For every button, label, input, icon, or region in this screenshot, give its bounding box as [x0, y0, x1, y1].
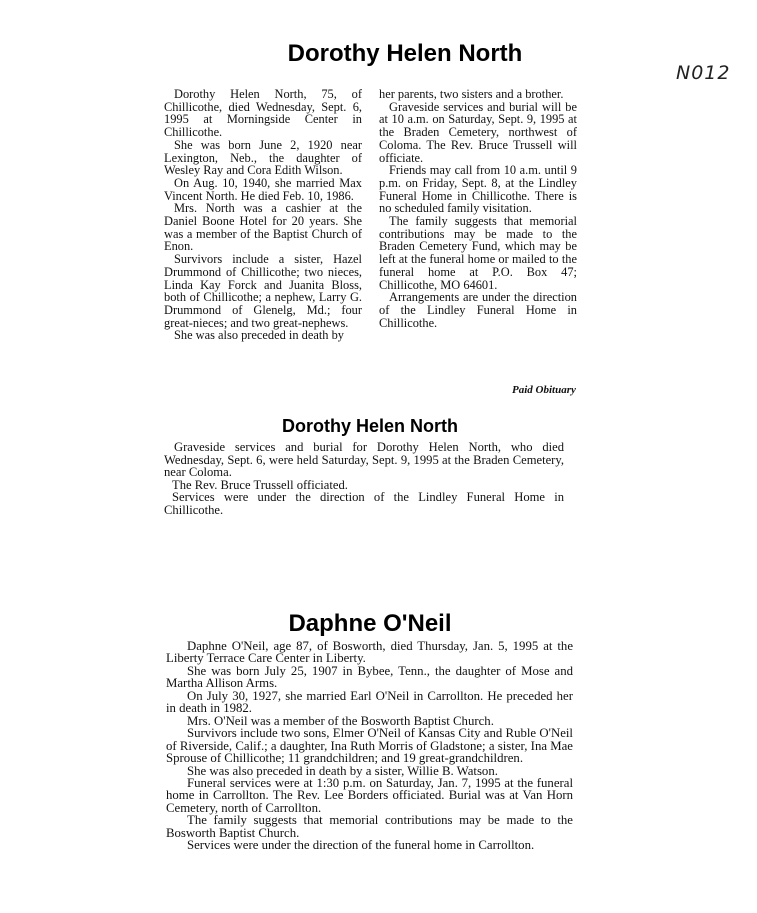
- obituary-3-body: [166, 640, 573, 852]
- paragraph: Arrangements are under the direction of the Lindley Funeral Home in Chillicothe.: [379, 290, 577, 330]
- obituary-1-column-2: [379, 88, 577, 329]
- paragraph: Mrs. O'Neil was a member of the Bosworth Baptist Church.: [187, 713, 494, 728]
- paragraph: Services were under the direction of the funeral home in Carrollton.: [187, 838, 535, 853]
- paragraph: She was born June 2, 1920 near Lexington, Neb., the daughter of Wesley Ray and Cora Edith Wilson.: [164, 137, 362, 178]
- paragraph: The family suggests that memorial contributions may be made to the Bosworth Baptist Church.: [166, 813, 573, 840]
- paragraph: Survivors include two sons, Elmer O'Neil of Kansas City and Ruble O'Neil of Riverside, Calif.; a daughter, Ina Ruth Morris of Gladstone; a sister, Ina Mae Sprouse of Chillicothe; 11 grandchildren; and 19 great-grandchildren.: [166, 726, 573, 766]
- paragraph: Services were under the direction of the Lindley Funeral Home in Chillicothe.: [164, 490, 564, 517]
- obituary-3-title: Daphne O'Neil: [288, 610, 452, 637]
- paragraph: She was also preceded in death by a sister, Willie B. Watson.: [187, 763, 498, 778]
- obituary-1-column-1: [164, 88, 362, 342]
- paid-obituary-label: Paid Obituary: [512, 384, 576, 396]
- paragraph: Funeral services were at 1:30 p.m. on Saturday, Jan. 7, 1995 at the funeral home in Carrollton. The Rev. Lee Borders officiated. Burial was at Van Horn Cemetery, north of Carrollton.: [166, 775, 573, 815]
- paragraph: Daphne O'Neil, age 87, of Bosworth, died Thursday, Jan. 5, 1995 at the Liberty Terrace Care Center in Liberty.: [166, 639, 573, 666]
- paragraph: The Rev. Bruce Trussell officiated.: [172, 477, 348, 492]
- file-mark: N012: [676, 62, 731, 84]
- paragraph: Graveside services and burial will be at 10 a.m. on Saturday, Sept. 9, 1995 at the Braden Cemetery, northwest of Coloma. The Rev. Bruce Trussell will officiate.: [379, 99, 577, 165]
- paragraph: Dorothy Helen North, 75, of Chillicothe, died Wednesday, Sept. 6, 1995 at Morningside Center in Chillicothe.: [164, 87, 362, 140]
- paragraph: Friends may call from 10 a.m. until 9 p.m. on Friday, Sept. 8, at the Lindley Funeral Home in Chillicothe. There is no scheduled family visitation.: [379, 163, 577, 216]
- paragraph: The family suggests that memorial contributions may be made to the Braden Cemetery Fund, which may be left at the funeral home or mailed to the funeral home at P.O. Box 47; Chillicothe, MO 64601.: [379, 214, 577, 292]
- obituary-1-title: Dorothy Helen North: [287, 40, 523, 67]
- paragraph: Graveside services and burial for Dorothy Helen North, who died Wednesday, Sept. 6, were held Saturday, Sept. 9, 1995 at the Braden Cemetery, near Coloma.: [164, 440, 564, 480]
- paragraph: On Aug. 10, 1940, she married Max Vincent North. He died Feb. 10, 1986.: [164, 175, 362, 203]
- obituary-2-title: Dorothy Helen North: [281, 416, 458, 436]
- paragraph: Mrs. North was a cashier at the Daniel Boone Hotel for 20 years. She was a member of the Baptist Church of Enon.: [164, 201, 362, 254]
- paragraph: On July 30, 1927, she married Earl O'Neil in Carrollton. He preceded her in death in 1982.: [166, 688, 573, 716]
- paragraph: Survivors include a sister, Hazel Drummond of Chillicothe; two nieces, Linda Kay Forck and Juanita Bloss, both of Chillicothe; a nephew, Larry G. Drummond of Glenelg, Md.; four great-nieces; and two great-nephews.: [164, 252, 362, 330]
- paragraph: her parents, two sisters and a brother.: [379, 87, 564, 101]
- paragraph: She was born July 25, 1907 in Bybee, Tenn., the daughter of Mose and Martha Allison Arms.: [166, 663, 573, 691]
- paragraph: She was also preceded in death by: [174, 328, 344, 343]
- obituary-2-body: [164, 441, 564, 517]
